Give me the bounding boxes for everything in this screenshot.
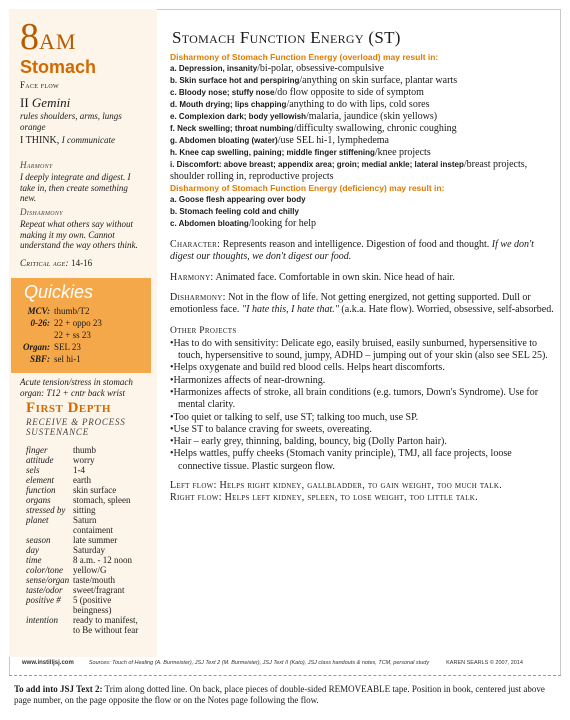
first-depth-row: to Be without fear	[73, 625, 139, 635]
first-depth-row: time 8 a.m. - 12 noon	[26, 555, 132, 565]
first-depth-row: sense/organ taste/mouth	[26, 575, 115, 585]
other-projects-head: Other Projects	[170, 326, 237, 337]
first-depth-row: element earth	[26, 475, 91, 485]
harmony-para: Harmony: Animated face. Comfortable in own skin. Nice head of hair.	[170, 271, 455, 283]
first-depth-row: sels 1-4	[26, 465, 85, 475]
symptom-item: c. Abdomen bloating/looking for help	[170, 218, 317, 229]
zodiac-desc: rules shoulders, arms, lungs	[20, 111, 122, 121]
first-depth-row: season late summer	[26, 535, 118, 545]
project-item: •Too quiet or talking to self, use ST; talking too much, use SP.	[170, 411, 419, 423]
first-depth-row: attitude worry	[26, 455, 95, 465]
first-depth-row: planet Saturn	[26, 515, 97, 525]
symptom-item: i. Discomfort: above breast; appendix area; groin; medial ankle; lateral instep/breast projects, shoulder rolling in, reproductive projects	[170, 159, 528, 182]
symptom-item: d. Mouth drying; lips chapping/anything to do with lips, cold sores	[170, 99, 430, 110]
main-content	[170, 52, 554, 505]
quickie-row: 22 + ss 23	[54, 330, 91, 340]
symptom-item: a. Goose flesh appearing over body	[170, 195, 306, 204]
first-depth-table	[26, 445, 149, 635]
deficiency-head: Disharmony of Stomach Function Energy (deficiency) may result in:	[170, 183, 445, 193]
dotted-trim-line	[9, 675, 561, 676]
page-title: Stomach Function Energy (ST)	[172, 28, 401, 47]
first-depth-row: color/tone yellow/G	[26, 565, 107, 575]
disharmony-para: Disharmony: Not in the flow of life. Not getting energized, not getting supported. Dull or emotionless face. "I hate this, I hate that." (a.k.a. Hate flow). Worried, obsessive, self-absorbed.	[170, 291, 554, 316]
quickie-row: Organ: SEL 23	[22, 342, 81, 352]
projects-list	[170, 338, 554, 473]
disharmony-head: Disharmony	[20, 207, 63, 217]
trim-note: To add into JSJ Text 2: Trim along dotted line. On back, place pieces of double-sided REMOVEABLE tape. Position in book, centered just above page number, on the page opposite the flow or on the Notes page following the flow.	[14, 684, 545, 705]
hour-label: 8AM	[20, 16, 77, 58]
first-depth-row: function skin surface	[26, 485, 117, 495]
overload-head: Disharmony of Stomach Function Energy (overload) may result in:	[170, 52, 439, 62]
zodiac-label: II Gemini	[20, 95, 71, 110]
first-depth-row: stressed by sitting	[26, 505, 96, 515]
symptom-item: h. Knee cap swelling, paining; middle finger stiffening/knee projects	[170, 147, 431, 158]
footer	[22, 660, 523, 666]
symptom-item: e. Complexion dark; body yellowish/malaria, jaundice (skin yellows)	[170, 111, 438, 122]
quickies-title: Quickies	[24, 282, 94, 302]
symptom-item: b. Skin surface hot and perspiring/anything on skin surface, plantar warts	[170, 75, 458, 86]
face-flow-label: Face flow	[20, 80, 59, 90]
project-item: •Has to do with sensitivity: Delicate ego, easily bruised, easily sunburned, hypersensitive to touch, hypersensitive to sound, jumpy, ADHD – jumping out of your skin (also see SEL 25).	[170, 337, 548, 362]
first-depth-row: day Saturday	[26, 545, 105, 555]
footer-url[interactable]: www.instilljsj.com	[22, 660, 74, 666]
quickie-row: MCV: thumb/T2	[27, 306, 90, 316]
symptom-item: c. Bloody nose; stuffy nose/do flow opposite to side of symptom	[170, 87, 424, 98]
quickie-row: 0-26: 22 + oppo 23	[30, 318, 102, 328]
zodiac-color: orange	[20, 122, 46, 132]
symptom-item: f. Neck swelling; throat numbing/difficulty swallowing, chronic coughing	[170, 123, 457, 134]
first-depth-row: finger thumb	[26, 445, 97, 455]
project-item: •Harmonizes affects of stroke, all brain conditions (e.g. tumors, Down's Syndrome). Use for mental clarity.	[170, 386, 539, 411]
organ-title: Stomach	[20, 57, 97, 77]
symptom-item: a. Depression, insanity/bi-polar, obsessive-compulsive	[170, 63, 384, 74]
harmony-text: I deeply integrate and digest. I take in, then create something new.	[20, 172, 131, 203]
first-depth-sub: RECEIVE & PROCESS SUSTENANCE	[26, 417, 126, 437]
left-flow: Left flow: Helps right kidney, gallbladder, to gain weight, too much talk.	[170, 480, 503, 492]
right-flow: Right flow: Helps left kidney, spleen, to lose weight, too little talk.	[170, 492, 478, 504]
first-depth-row: positive # 5 (positive beingness)	[26, 595, 112, 615]
gemini-icon: II	[20, 95, 29, 110]
first-depth-title: First Depth	[26, 400, 111, 416]
symptom-item: g. Abdomen bloating (water)/use SEL hi-1, lymphedema	[170, 135, 389, 146]
project-item: •Helps oxygenate and build red blood cells. Helps heart discomforts.	[170, 362, 445, 374]
first-depth-row: contaiment	[73, 525, 113, 535]
footer-copyright: KAREN SEARLS © 2007, 2014	[446, 660, 523, 666]
critical-age: Critical age: 14-16	[20, 258, 93, 268]
i-think: I THINK, I communicate	[20, 135, 115, 146]
quickie-row: SBF: sel hi-1	[29, 354, 81, 364]
symptom-item: b. Stomach feeling cold and chilly	[170, 207, 299, 216]
footer-sources: Sources: Touch of Healing (A. Burmeister), JSJ Text 2 (M. Burmeister), JSJ Text II (Kato), JSJ class handouts & notes, TCM, personal study	[88, 660, 430, 666]
project-item: •Use ST to balance craving for sweets, overeating.	[170, 423, 372, 435]
project-item: •Harmonizes affects of near-drowning.	[170, 374, 326, 386]
deficiency-list	[170, 194, 554, 230]
project-item: •Hair – early grey, thinning, balding, bouncy, big (Dolly Parton hair).	[170, 436, 447, 448]
first-depth-row: taste/odor sweet/fragrant	[26, 585, 125, 595]
overload-list	[170, 63, 554, 183]
harmony-head: Harmony	[20, 160, 53, 170]
character-para: Character: Represents reason and intelligence. Digestion of food and thought. If we don't digest our thoughts, we don't digest our food.	[170, 239, 534, 263]
first-depth-row: intention ready to manifest,	[26, 615, 138, 625]
project-item: •Helps wattles, puffy cheeks (Stomach vanity principle), TMJ, all face projects, loose connective tissue. Plastic surgeon flow.	[170, 448, 512, 472]
disharmony-text: Repeat what others say without making it my own. Cannot understand the way others think.	[20, 219, 138, 250]
acute-text: Acute tension/stress in stomach organ: T12 + cntr back wrist	[20, 377, 133, 398]
first-depth-row: organs stomach, spleen	[26, 495, 131, 505]
